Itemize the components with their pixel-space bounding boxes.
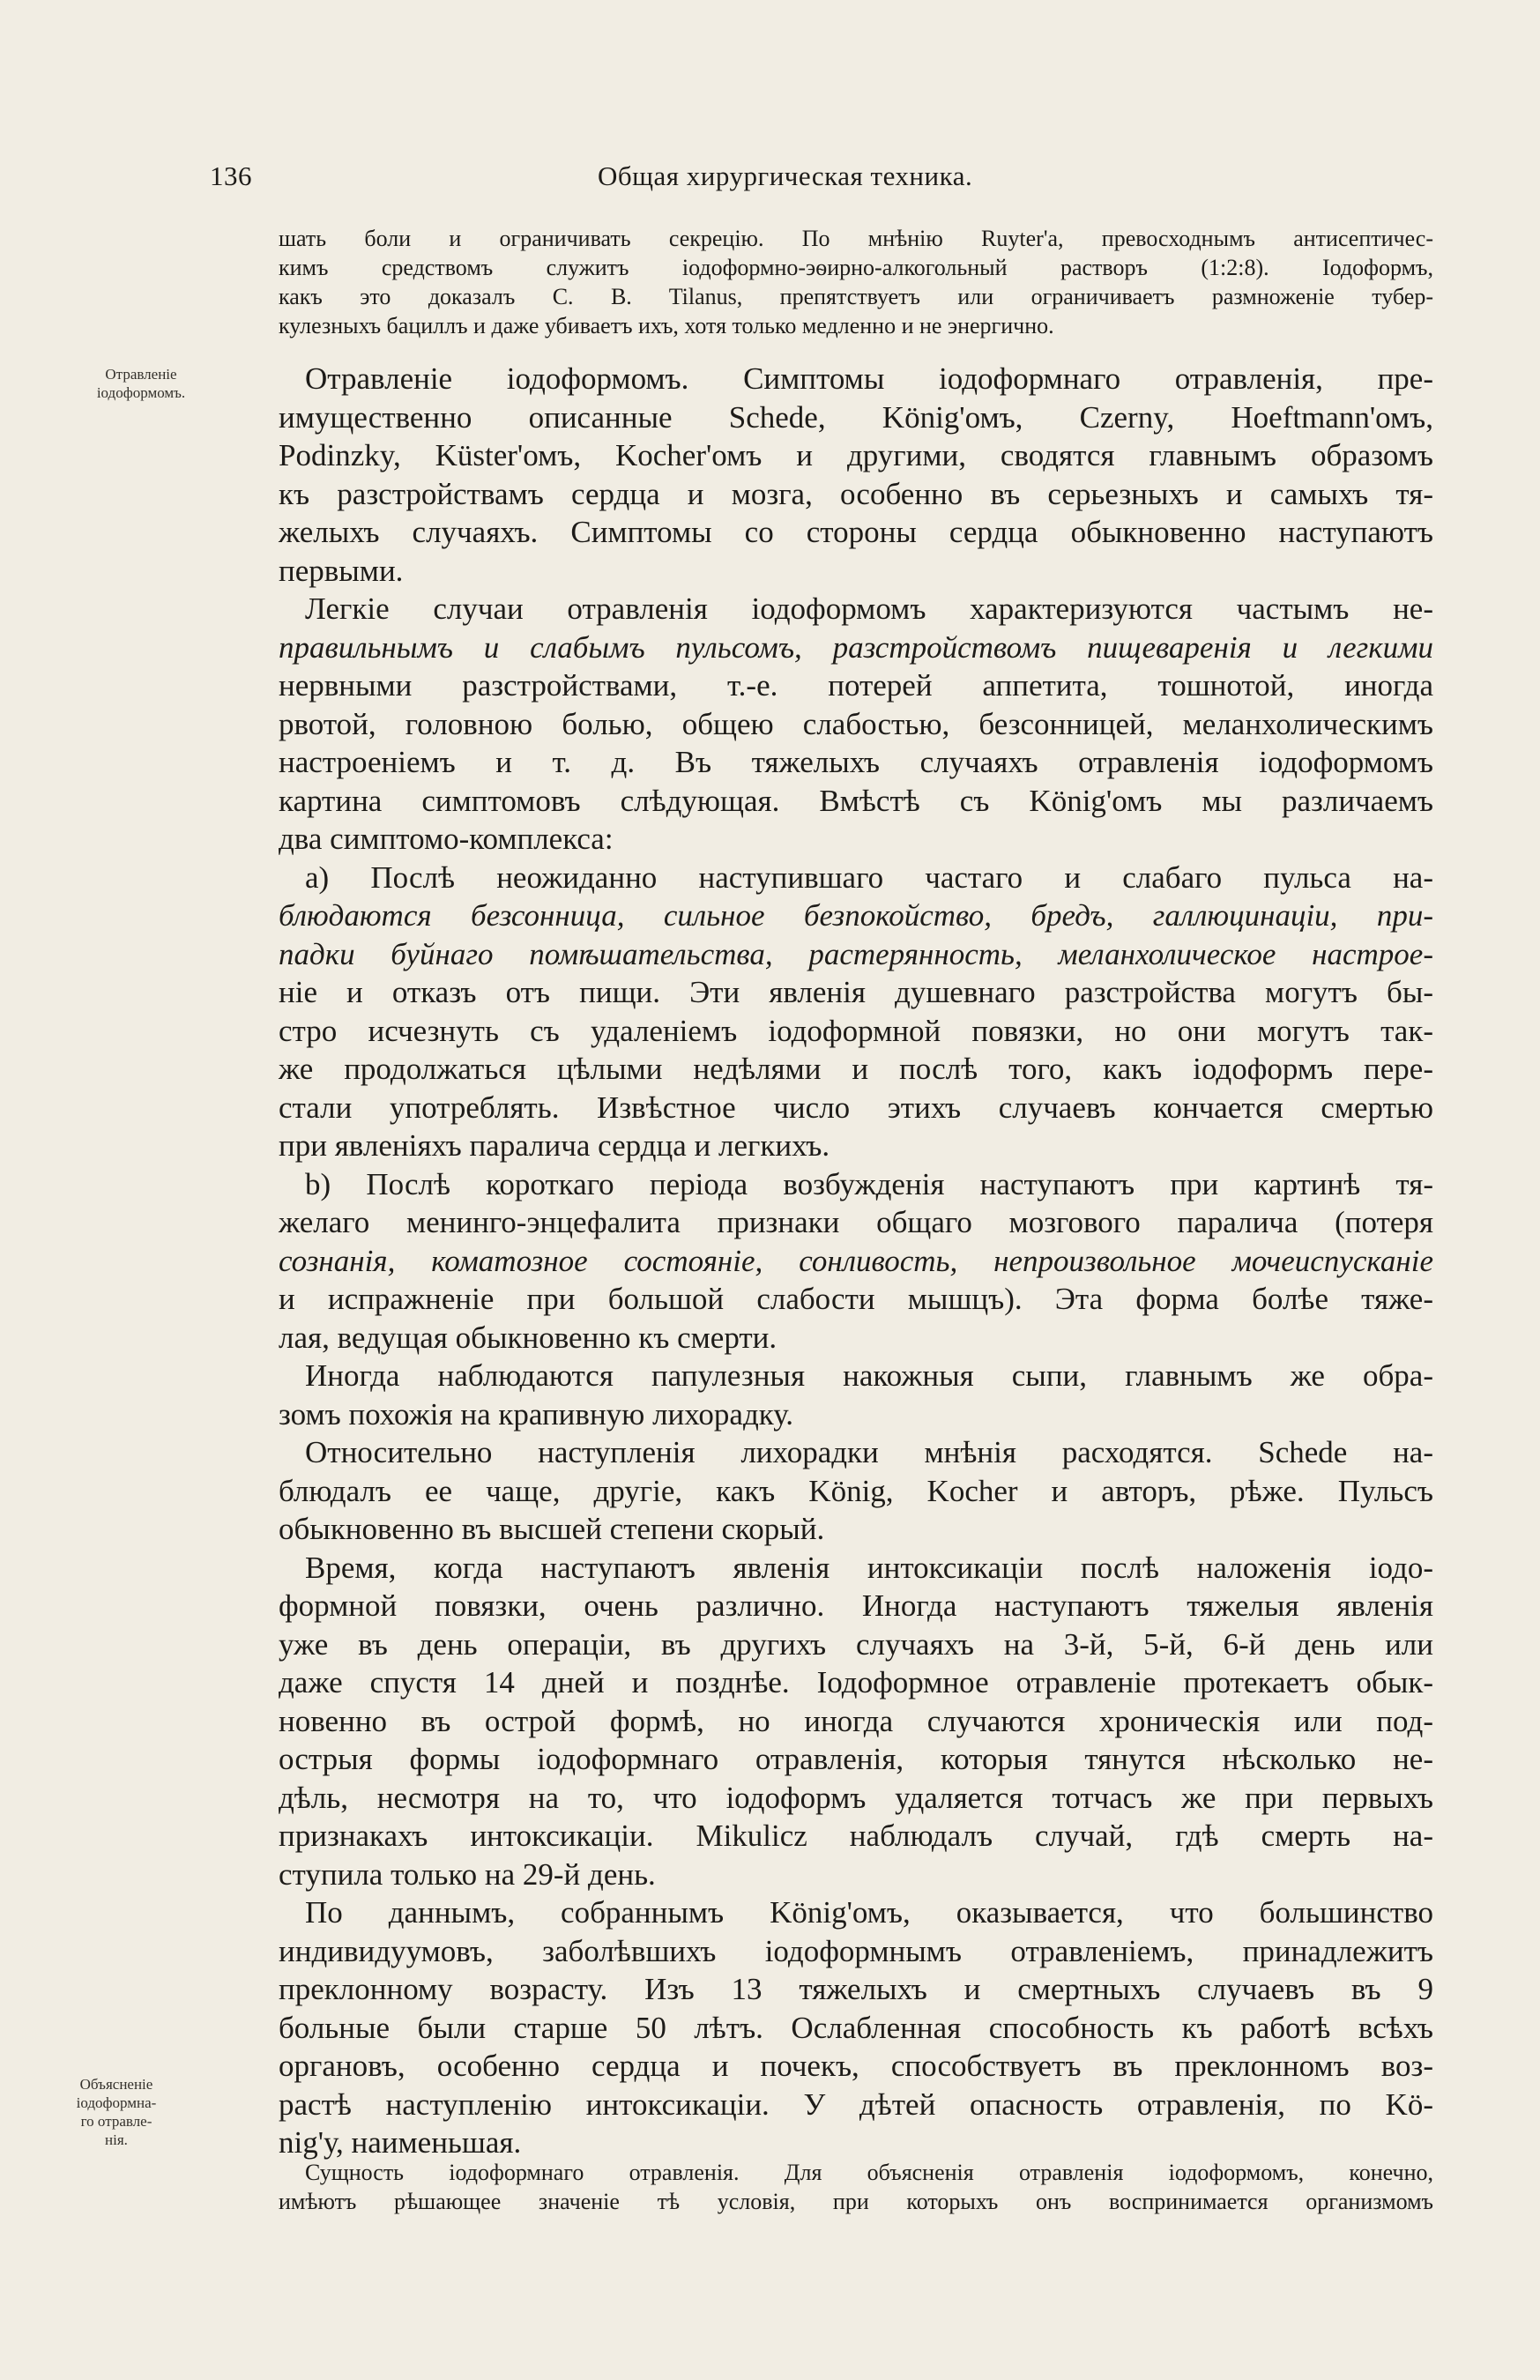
margin-note-line: іодоформна- bbox=[76, 2094, 157, 2111]
text-line: первыми. bbox=[279, 553, 404, 588]
text-line: стро исчезнуть съ удаленіемъ іодоформной повязки, но они могутъ так- bbox=[279, 1013, 1433, 1048]
margin-note-line: го отравле- bbox=[80, 2113, 153, 2130]
text-line: ніе и отказъ отъ пищи. Эти явленія душевнаго разстройства могутъ бы- bbox=[279, 975, 1433, 1009]
text-line: растѣ наступленію интоксикаціи. У дѣтей опасность отравленія, по Kö- bbox=[279, 2086, 1433, 2122]
margin-note-explanation bbox=[58, 2075, 175, 2149]
outro-paragraph bbox=[279, 2158, 1433, 2216]
text-line: какъ это доказалъ C. B. Tilanus, препятствуетъ или ограничиваетъ размноженіе тубер- bbox=[279, 284, 1433, 309]
text-line: настроеніемъ и т. д. Въ тяжелыхъ случаяхъ отравленія іодоформомъ bbox=[279, 745, 1433, 779]
text-line: блюдалъ ее чаще, другіе, какъ König, Kocher и авторъ, рѣже. Пульсъ bbox=[279, 1473, 1433, 1508]
text-line: при явленіяхъ паралича сердца и легкихъ. bbox=[279, 1128, 830, 1163]
text-line: Иногда наблюдаются папулезныя накожныя сыпи, главнымъ же обра- bbox=[305, 1358, 1433, 1393]
text-line: два симптомо-комплекса: bbox=[279, 822, 614, 856]
text-line: nig'у, наименьшая. bbox=[279, 2125, 522, 2160]
text-line: блюдаются безсонница, сильное безпокойство, бредъ, галлюцинаціи, при- bbox=[279, 898, 1433, 933]
text-line: Сущность іодоформнаго отравленія. Для объясненія отравленія іодоформомъ, конечно, bbox=[305, 2160, 1433, 2185]
text-line: нервными разстройствами, т.-е. потерей аппетита, тошнотой, иногда bbox=[279, 668, 1433, 703]
intro-paragraph bbox=[279, 224, 1433, 340]
text-line: имущественно описанные Schede, König'омъ, Czerny, Hoeftmann'омъ, bbox=[279, 399, 1433, 435]
text-line: кимъ средствомъ служитъ іодоформно-эѳирно-алкогольный растворъ (1:2:8). Іодоформъ, bbox=[279, 255, 1433, 280]
text-line: желыхъ случаяхъ. Симптомы со стороны сердца обыкновенно наступаютъ bbox=[279, 515, 1433, 549]
page-title: Общая хирургическая техника. bbox=[598, 160, 973, 191]
text-line: органовъ, особенно сердца и почекъ, способствуетъ въ преклонномъ воз- bbox=[279, 2049, 1433, 2083]
text-line: зомъ похожія на крапивную лихорадку. bbox=[279, 1396, 794, 1432]
text-line: шать боли и ограничивать секрецію. По мнѣнію Ruyter'а, превосходнымъ антисептичес- bbox=[279, 226, 1433, 251]
text-line: сознанія, коматозное состояніе, сонливость, непроизвольное мочеиспусканіе bbox=[279, 1243, 1433, 1278]
text-line: дѣль, несмотря на то, что іодоформъ удаляется тотчасъ же при первыхъ bbox=[279, 1780, 1433, 1815]
page-number: 136 bbox=[210, 160, 252, 191]
text-line: падки буйнаго помѣшательства, растерянность, меланхолическое настрое- bbox=[279, 936, 1433, 971]
text-line: уже въ день операціи, въ другихъ случаяхъ на 3-й, 5-й, 6-й день или bbox=[279, 1626, 1433, 1662]
main-body bbox=[279, 360, 1433, 2162]
text-line: рвотой, головною болью, общею слабостью, безсонницей, меланхолическимъ bbox=[279, 706, 1433, 741]
text-line: стали употреблять. Извѣстное число этихъ случаевъ кончается смертью bbox=[279, 1090, 1433, 1125]
text-line: Podinzky, Küster'омъ, Kocher'омъ и другими, сводятся главнымъ образомъ bbox=[279, 438, 1433, 472]
text-line: признакахъ интоксикаціи. Mikulicz наблюдалъ случай, гдѣ смерть на- bbox=[279, 1818, 1433, 1853]
text-line: больные были старше 50 лѣтъ. Ослабленная способность къ работѣ всѣхъ bbox=[279, 2010, 1433, 2045]
text-line: ступила только на 29-й день. bbox=[279, 1856, 656, 1892]
margin-note-line: Отравленіе bbox=[105, 366, 177, 383]
text-line: преклонному возрасту. Изъ 13 тяжелыхъ и смертныхъ случаевъ въ 9 bbox=[279, 1972, 1433, 2006]
text-line: Относительно наступленія лихорадки мнѣнія расходятся. Schede на- bbox=[305, 1435, 1433, 1469]
text-line: новенно въ острой формѣ, но иногда случаются хроническія или под- bbox=[279, 1703, 1433, 1738]
text-line: обыкновенно въ высшей степени скорый. bbox=[279, 1512, 825, 1546]
text-line: a) Послѣ неожиданно наступившаго частаго и слабаго пульса на- bbox=[305, 859, 1433, 895]
margin-note-line: Объясненіе bbox=[79, 2076, 153, 2093]
text-line: Легкіе случаи отравленія іодоформомъ характеризуются частымъ не- bbox=[305, 591, 1433, 626]
text-line: формной повязки, очень различно. Иногда наступаютъ тяжелыя явленія bbox=[279, 1588, 1433, 1623]
text-line: По даннымъ, собраннымъ König'омъ, оказывается, что большинство bbox=[305, 1895, 1433, 1930]
text-line: лая, ведущая обыкновенно къ смерти. bbox=[279, 1320, 777, 1355]
margin-note-poisoning bbox=[88, 365, 194, 402]
text-line: къ разстройствамъ сердца и мозга, особенно въ серьезныхъ и самыхъ тя- bbox=[279, 476, 1433, 511]
text-line: Отравленіе іодоформомъ. Симптомы іодоформнаго отравленія, пре- bbox=[305, 361, 1433, 396]
text-line: картина симптомовъ слѣдующая. Вмѣстѣ съ König'омъ мы различаемъ bbox=[279, 783, 1433, 818]
text-line: острыя формы іодоформнаго отравленія, которыя тянутся нѣсколько не- bbox=[279, 1742, 1433, 1776]
text-line: даже спустя 14 дней и позднѣе. Іодоформное отравленіе протекаетъ обык- bbox=[279, 1665, 1433, 1699]
text-line: индивидуумовъ, заболѣвшихъ іодоформнымъ отравленіемъ, принадлежитъ bbox=[279, 1933, 1433, 1968]
text-line: имѣютъ рѣшающее значеніе тѣ условія, при которыхъ онъ воспринимается организмомъ bbox=[279, 2189, 1433, 2214]
margin-note-line: нія. bbox=[105, 2131, 128, 2148]
text-line: кулезныхъ бациллъ и даже убиваетъ ихъ, хотя только медленно и не энергично. bbox=[279, 313, 1054, 338]
text-line: правильнымъ и слабымъ пульсомъ, разстройствомъ пищеваренія и легкими bbox=[279, 629, 1433, 665]
text-line: Время, когда наступаютъ явленія интоксикаціи послѣ наложенія іодо- bbox=[305, 1550, 1433, 1585]
margin-note-line: іодоформомъ. bbox=[96, 384, 186, 401]
text-line: и испражненіе при большой слабости мышцъ). Эта форма болѣе тяже- bbox=[279, 1282, 1433, 1316]
text-line: же продолжаться цѣлыми недѣлями и послѣ того, какъ іодоформъ пере- bbox=[279, 1052, 1433, 1086]
text-line: желаго менинго-энцефалита признаки общаго мозгового паралича (потеря bbox=[279, 1205, 1433, 1239]
text-line: b) Послѣ короткаго періода возбужденія наступаютъ при картинѣ тя- bbox=[305, 1166, 1433, 1201]
